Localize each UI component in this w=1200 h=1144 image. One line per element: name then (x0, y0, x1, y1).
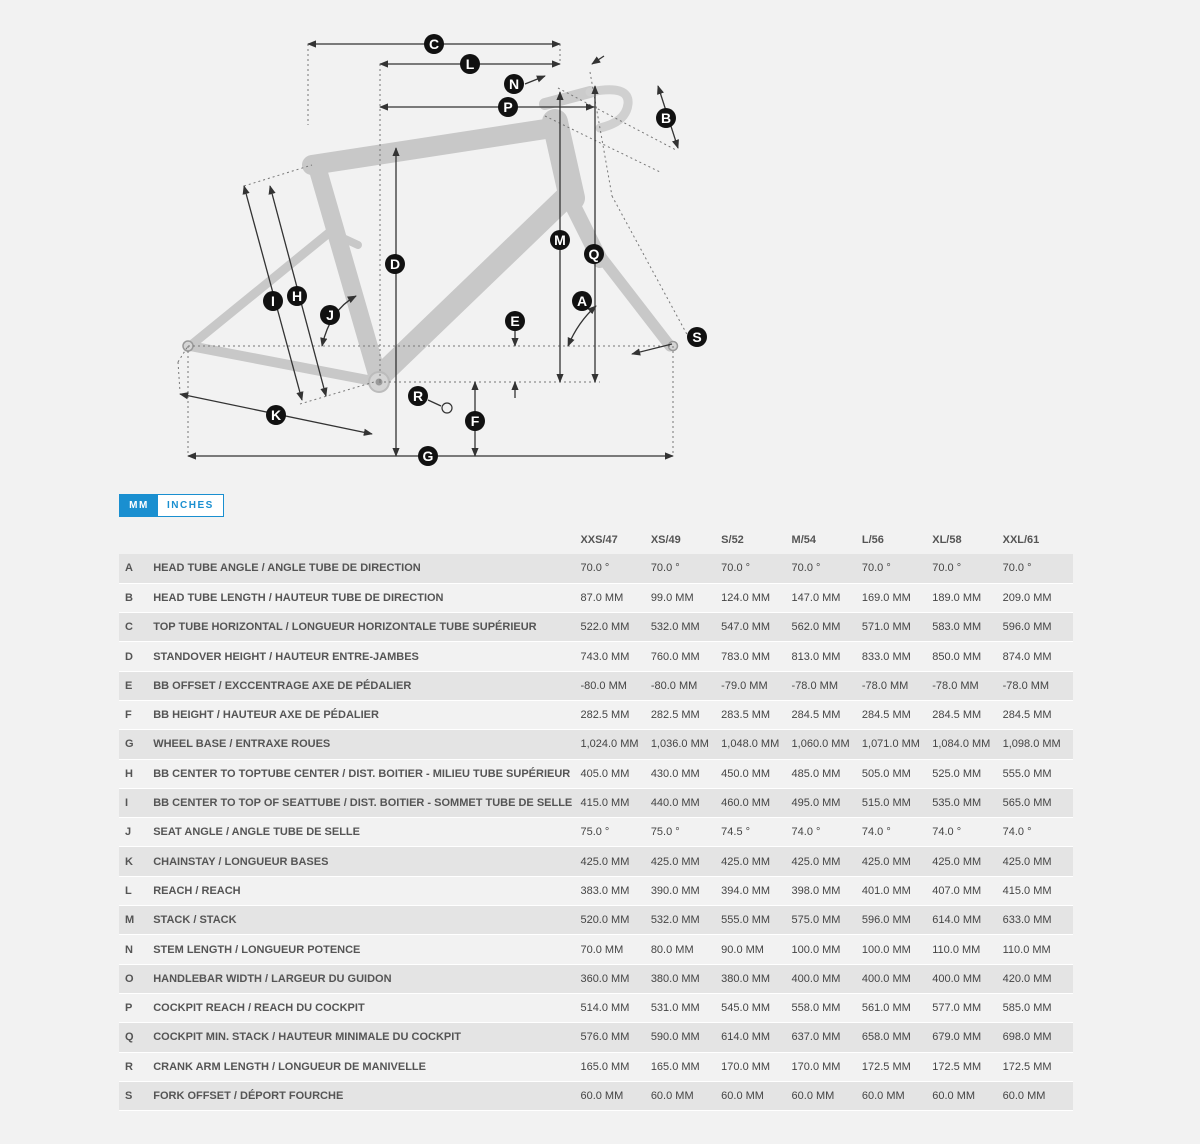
table-row (119, 964, 1073, 993)
svg-text:S: S (692, 329, 702, 345)
row-value: 70.0 ° (1002, 562, 1032, 575)
row-key: K (125, 855, 133, 868)
svg-text:P: P (503, 99, 513, 115)
row-value: 90.0 MM (721, 943, 764, 956)
row-value: 60.0 MM (932, 1089, 976, 1102)
row-value: 420.0 MM (1002, 972, 1052, 985)
row-name: TOP TUBE HORIZONTAL / LONGUEUR HORIZONTALE TUBE SUPÉRIEUR (153, 621, 537, 634)
row-value: 532.0 MM (650, 914, 700, 927)
row-key: R (125, 1060, 133, 1073)
unit-mm-tab[interactable]: MM (120, 495, 158, 516)
table-row (119, 671, 1073, 700)
dimension-label-p (498, 97, 518, 117)
row-value: 405.0 MM (580, 767, 630, 780)
row-value: 440.0 MM (650, 797, 700, 810)
size-header: M/54 (791, 534, 816, 546)
reference-lines (178, 44, 690, 456)
row-name: BB OFFSET / EXCCENTRAGE AXE DE PÉDALIER (153, 679, 412, 692)
row-value: 74.0 ° (1002, 826, 1032, 839)
row-value: 425.0 MM (650, 855, 700, 868)
row-value: 425.0 MM (932, 855, 982, 868)
row-value: 70.0 ° (791, 562, 821, 575)
row-value: 658.0 MM (861, 1031, 911, 1044)
dimension-label-n (504, 74, 524, 94)
dimension-label-r (408, 386, 428, 406)
row-value: 189.0 MM (932, 591, 982, 604)
row-name: STANDOVER HEIGHT / HAUTEUR ENTRE-JAMBES (153, 650, 419, 663)
svg-text:R: R (412, 388, 424, 404)
svg-text:K: K (270, 407, 282, 423)
row-name: BB CENTER TO TOPTUBE CENTER / DIST. BOITIER - MILIEU TUBE SUPÉRIEUR (153, 767, 571, 780)
dimension-label-i (263, 291, 283, 311)
row-value: 172.5 MM (861, 1060, 911, 1073)
row-value: 637.0 MM (791, 1031, 841, 1044)
table-row (119, 1023, 1073, 1052)
svg-text:D: D (389, 256, 401, 272)
row-value: 60.0 MM (580, 1089, 624, 1102)
row-value: 561.0 MM (861, 1002, 911, 1015)
svg-text:F: F (470, 413, 480, 429)
dimension-label-m (550, 230, 570, 250)
row-value: 505.0 MM (861, 767, 911, 780)
row-value: 394.0 MM (721, 884, 771, 897)
row-value: 415.0 MM (580, 797, 630, 810)
dimension-label-g (418, 446, 438, 466)
row-value: 425.0 MM (1002, 855, 1052, 868)
row-value: 614.0 MM (721, 1031, 771, 1044)
row-value: 74.0 ° (861, 826, 891, 839)
svg-text:J: J (326, 307, 334, 323)
row-value: 1,036.0 MM (650, 738, 709, 751)
row-value: 555.0 MM (1002, 767, 1052, 780)
table-row (119, 935, 1073, 964)
row-value: 60.0 MM (650, 1089, 694, 1102)
row-value: 1,060.0 MM (791, 738, 850, 751)
row-value: 460.0 MM (721, 797, 771, 810)
dimension-label-l (460, 54, 480, 74)
crank-circle (442, 403, 452, 413)
row-value: 522.0 MM (580, 621, 630, 634)
row-value: 743.0 MM (580, 650, 630, 663)
row-key: N (125, 943, 133, 956)
row-value: 74.0 ° (932, 826, 962, 839)
dimension-label-c (424, 34, 444, 54)
row-value: 147.0 MM (791, 591, 841, 604)
row-value: 425.0 MM (791, 855, 841, 868)
row-value: 407.0 MM (932, 884, 982, 897)
row-key: D (125, 650, 133, 663)
row-value: 520.0 MM (580, 914, 630, 927)
row-key: S (125, 1089, 133, 1102)
row-value: 70.0 ° (721, 562, 751, 575)
row-value: 70.0 ° (580, 562, 610, 575)
row-value: 398.0 MM (791, 884, 841, 897)
row-value: 633.0 MM (1002, 914, 1052, 927)
row-value: 400.0 MM (932, 972, 982, 985)
row-value: 585.0 MM (1002, 1002, 1052, 1015)
row-key: B (125, 591, 133, 604)
row-value: 70.0 ° (861, 562, 891, 575)
row-value: 87.0 MM (580, 591, 624, 604)
row-value: 401.0 MM (861, 884, 911, 897)
row-value: 390.0 MM (650, 884, 700, 897)
row-key: H (125, 767, 133, 780)
row-value: 400.0 MM (791, 972, 841, 985)
row-value: 575.0 MM (791, 914, 841, 927)
dimension-label-e (505, 311, 525, 331)
row-name: BB HEIGHT / HAUTEUR AXE DE PÉDALIER (153, 709, 379, 722)
row-value: 70.0 ° (650, 562, 680, 575)
row-value: 165.0 MM (580, 1060, 630, 1073)
row-name: STACK / STACK (153, 914, 237, 927)
row-value: 282.5 MM (580, 709, 630, 722)
dimension-label-h (287, 286, 307, 306)
row-value: 172.5 MM (932, 1060, 982, 1073)
table-row (119, 818, 1073, 847)
row-value: 284.5 MM (861, 709, 911, 722)
table-row (119, 700, 1073, 729)
table-row (119, 583, 1073, 612)
row-key: O (125, 972, 134, 985)
row-value: 165.0 MM (650, 1060, 700, 1073)
geometry-table-body (119, 554, 1073, 1111)
row-value: -78.0 MM (932, 679, 979, 692)
dimension-label-q (584, 244, 604, 264)
header-key-spacer (119, 526, 153, 554)
table-row (119, 642, 1073, 671)
row-name: COCKPIT MIN. STACK / HAUTEUR MINIMALE DU COCKPIT (153, 1031, 462, 1044)
row-name: SEAT ANGLE / ANGLE TUBE DE SELLE (153, 826, 360, 839)
row-name: FORK OFFSET / DÉPORT FOURCHE (153, 1089, 344, 1102)
row-value: 380.0 MM (650, 972, 700, 985)
row-value: 284.5 MM (1002, 709, 1052, 722)
row-value: 172.5 MM (1002, 1060, 1052, 1073)
dimension-label-f (465, 411, 485, 431)
svg-text:L: L (465, 56, 475, 72)
dimension-label-s (687, 327, 707, 347)
row-value: 400.0 MM (861, 972, 911, 985)
row-value: 74.5 ° (721, 826, 751, 839)
row-value: 100.0 MM (791, 943, 841, 956)
row-value: 209.0 MM (1002, 591, 1052, 604)
row-value: 532.0 MM (650, 621, 700, 634)
svg-text:C: C (428, 36, 440, 52)
row-value: 360.0 MM (580, 972, 630, 985)
size-header-row (119, 526, 1073, 554)
row-value: 679.0 MM (932, 1031, 982, 1044)
row-value: 383.0 MM (580, 884, 630, 897)
row-value: 283.5 MM (721, 709, 771, 722)
row-key: P (125, 1002, 133, 1015)
svg-text:M: M (554, 232, 566, 248)
row-name: STEM LENGTH / LONGUEUR POTENCE (153, 943, 361, 956)
row-value: 760.0 MM (650, 650, 700, 663)
row-value: 110.0 MM (1002, 943, 1051, 956)
row-value: -78.0 MM (791, 679, 838, 692)
row-key: Q (125, 1031, 134, 1044)
dimension-label-b (656, 108, 676, 128)
row-name: HEAD TUBE LENGTH / HAUTEUR TUBE DE DIRECTION (153, 591, 444, 604)
row-value: 1,084.0 MM (932, 738, 991, 751)
row-value: -79.0 MM (721, 679, 768, 692)
frame-geometry-diagram (0, 0, 1200, 480)
row-value: 425.0 MM (580, 855, 630, 868)
row-value: 531.0 MM (650, 1002, 700, 1015)
row-value: -80.0 MM (650, 679, 698, 692)
svg-text:Q: Q (588, 246, 600, 262)
row-key: J (125, 826, 132, 839)
row-name: COCKPIT REACH / REACH DU COCKPIT (153, 1002, 365, 1015)
row-value: 169.0 MM (861, 591, 911, 604)
row-value: 60.0 MM (791, 1089, 835, 1102)
table-row (119, 730, 1073, 759)
row-value: 170.0 MM (791, 1060, 841, 1073)
table-row (119, 554, 1073, 583)
row-value: 99.0 MM (650, 591, 694, 604)
bike-frame (183, 90, 678, 392)
row-value: 110.0 MM (932, 943, 981, 956)
row-value: 515.0 MM (861, 797, 911, 810)
dimension-label-a (572, 291, 592, 311)
unit-toggle[interactable] (119, 494, 224, 517)
row-value: 75.0 ° (650, 826, 680, 839)
row-key: M (125, 914, 135, 927)
row-value: 74.0 ° (791, 826, 821, 839)
row-value: 562.0 MM (791, 621, 841, 634)
row-value: -80.0 MM (580, 679, 627, 692)
table-row (119, 847, 1073, 876)
row-value: 495.0 MM (791, 797, 841, 810)
row-value: 170.0 MM (721, 1060, 771, 1073)
row-value: 284.5 MM (932, 709, 982, 722)
row-value: 485.0 MM (791, 767, 841, 780)
row-value: 576.0 MM (580, 1031, 630, 1044)
row-value: 415.0 MM (1002, 884, 1052, 897)
row-value: 70.0 MM (580, 943, 624, 956)
row-value: 558.0 MM (791, 1002, 841, 1015)
row-value: 545.0 MM (721, 1002, 771, 1015)
table-row (119, 906, 1073, 935)
row-value: 1,098.0 MM (1002, 738, 1061, 751)
svg-text:G: G (422, 448, 434, 464)
row-value: 70.0 ° (932, 562, 962, 575)
svg-text:H: H (291, 288, 303, 304)
svg-text:I: I (271, 293, 275, 309)
row-value: 698.0 MM (1002, 1031, 1052, 1044)
row-value: 614.0 MM (932, 914, 982, 927)
row-value: 450.0 MM (721, 767, 771, 780)
dimension-label-d (385, 254, 405, 274)
row-value: 583.0 MM (932, 621, 982, 634)
row-value: 425.0 MM (721, 855, 771, 868)
row-value: 380.0 MM (721, 972, 771, 985)
row-value: 514.0 MM (580, 1002, 630, 1015)
row-value: 100.0 MM (861, 943, 911, 956)
row-value: 547.0 MM (721, 621, 771, 634)
svg-text:A: A (576, 293, 588, 309)
size-header: XS/49 (650, 534, 681, 546)
size-header: XXS/47 (580, 534, 618, 546)
size-header: S/52 (721, 534, 744, 546)
row-name: HEAD TUBE ANGLE / ANGLE TUBE DE DIRECTION (153, 562, 421, 575)
row-key: E (125, 679, 133, 692)
row-key: L (125, 884, 132, 897)
row-name: WHEEL BASE / ENTRAXE ROUES (153, 738, 331, 751)
row-name: BB CENTER TO TOP OF SEATTUBE / DIST. BOITIER - SOMMET TUBE DE SELLE (153, 797, 573, 810)
table-row (119, 1081, 1073, 1110)
geometry-table (119, 526, 1073, 1111)
row-value: 60.0 MM (721, 1089, 764, 1102)
row-value: 425.0 MM (861, 855, 911, 868)
unit-inches-tab[interactable]: INCHES (158, 495, 223, 516)
row-value: 80.0 MM (650, 943, 694, 956)
row-value: 282.5 MM (650, 709, 700, 722)
row-name: CRANK ARM LENGTH / LONGUEUR DE MANIVELLE (153, 1060, 426, 1073)
table-row (119, 759, 1073, 788)
row-value: -78.0 MM (1002, 679, 1050, 692)
row-name: CHAINSTAY / LONGUEUR BASES (153, 855, 329, 868)
svg-text:E: E (510, 313, 520, 329)
table-row (119, 613, 1073, 642)
row-name: REACH / REACH (153, 884, 241, 897)
row-value: 596.0 MM (1002, 621, 1052, 634)
size-header: XL/58 (932, 534, 962, 546)
row-value: 555.0 MM (721, 914, 771, 927)
row-value: 525.0 MM (932, 767, 982, 780)
row-value: 1,024.0 MM (580, 738, 639, 751)
row-value: 75.0 ° (580, 826, 610, 839)
table-row (119, 876, 1073, 905)
size-header: XXL/61 (1002, 534, 1040, 546)
row-name: HANDLEBAR WIDTH / LARGEUR DU GUIDON (153, 972, 392, 985)
row-key: I (125, 797, 129, 810)
row-value: 60.0 MM (861, 1089, 905, 1102)
dimension-label-j (320, 305, 340, 325)
row-value: 124.0 MM (721, 591, 771, 604)
size-header: L/56 (861, 534, 884, 546)
row-value: 60.0 MM (1002, 1089, 1046, 1102)
row-value: 565.0 MM (1002, 797, 1052, 810)
row-key: F (125, 709, 132, 722)
row-value: 430.0 MM (650, 767, 700, 780)
svg-text:N: N (508, 76, 520, 92)
row-value: 1,071.0 MM (861, 738, 920, 751)
table-row (119, 993, 1073, 1022)
row-value: 571.0 MM (861, 621, 911, 634)
table-row (119, 1052, 1073, 1081)
table-row (119, 788, 1073, 817)
row-value: 577.0 MM (932, 1002, 982, 1015)
row-value: -78.0 MM (861, 679, 909, 692)
row-value: 1,048.0 MM (721, 738, 780, 751)
diagram-labels (263, 34, 707, 466)
row-value: 284.5 MM (791, 709, 841, 722)
row-key: C (125, 621, 133, 634)
row-value: 590.0 MM (650, 1031, 700, 1044)
header-name-spacer (153, 526, 580, 554)
row-value: 874.0 MM (1002, 650, 1052, 663)
row-key: A (125, 562, 133, 575)
dimension-label-k (266, 405, 286, 425)
row-key: G (125, 738, 134, 751)
row-value: 783.0 MM (721, 650, 771, 663)
row-value: 850.0 MM (932, 650, 982, 663)
row-value: 596.0 MM (861, 914, 911, 927)
row-value: 833.0 MM (861, 650, 911, 663)
row-value: 535.0 MM (932, 797, 982, 810)
row-value: 813.0 MM (791, 650, 841, 663)
svg-text:B: B (660, 110, 672, 126)
